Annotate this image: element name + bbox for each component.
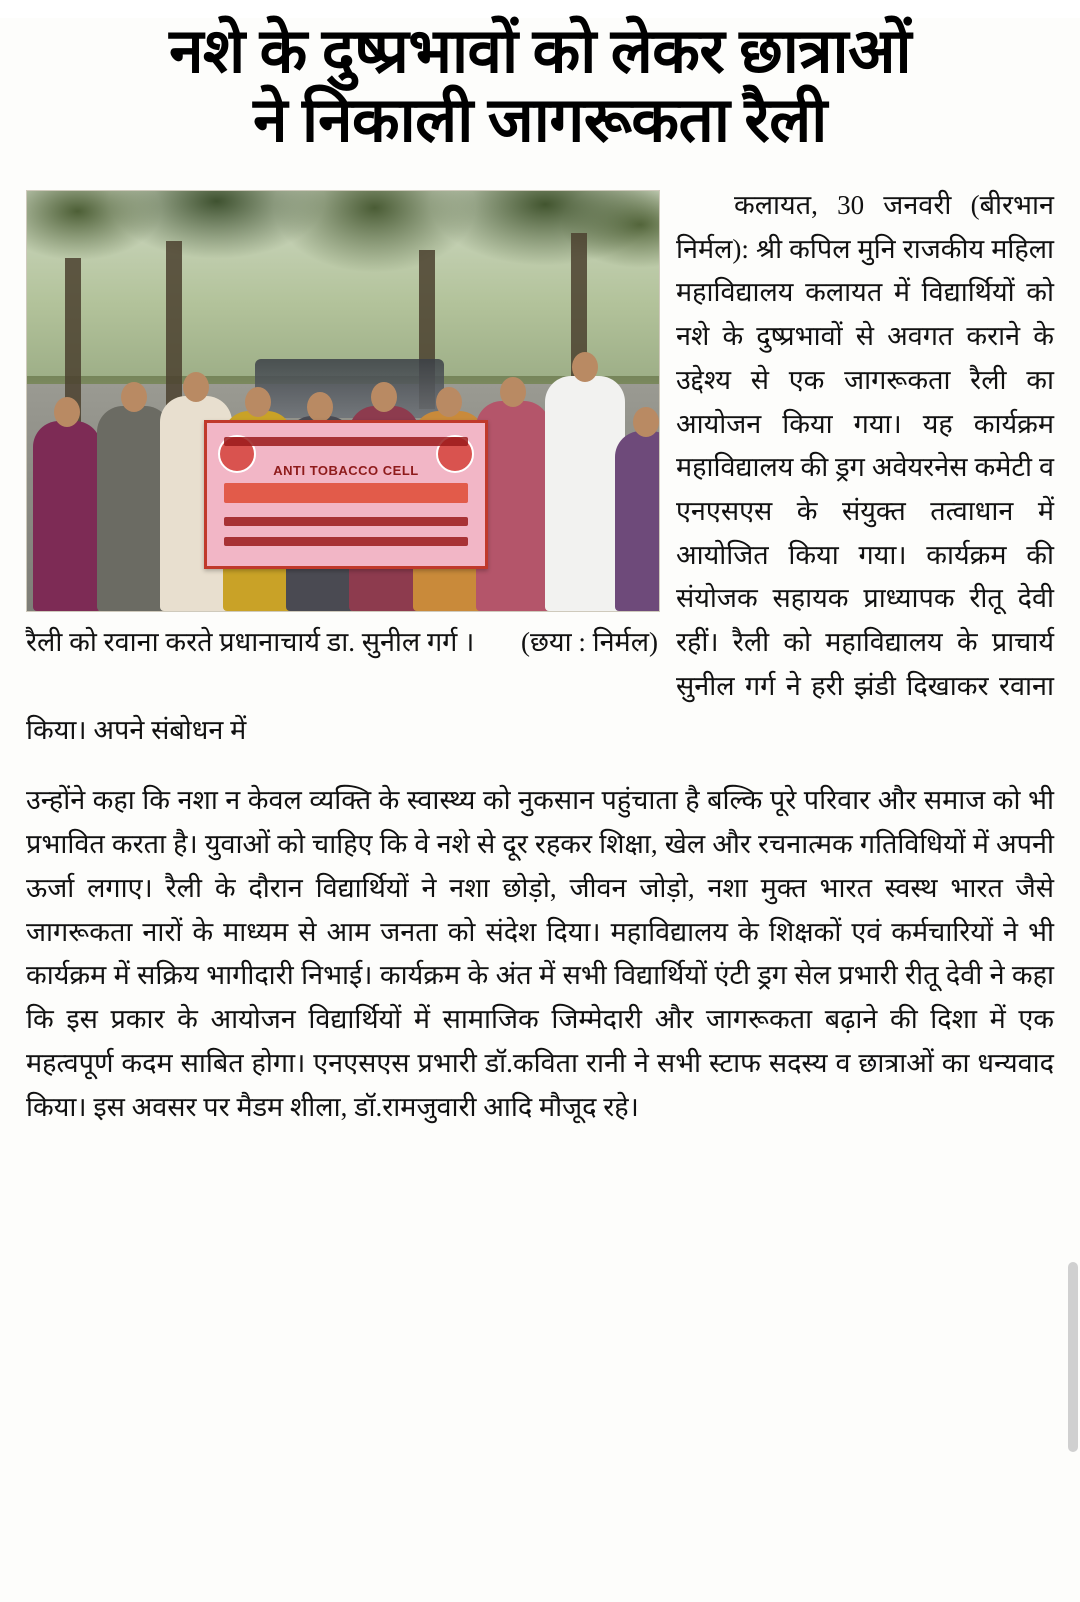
article-lead-paragraph: कलायत, 30 जनवरी (बीरभान निर्मल): श्री कपिल मुनि राजकीय महिला महाविद्यालय कलायत में विद्यार्थियों को नशे के दुष्प्रभावों से अवगत कराने के उद्देश्य से एक जागरूकता रैली का आयोजन किया गया। यह कार्यक्रम महाविद्यालय की ड्रग अवेयरनेस कमेटी व एनएसएस के संयुक्त तत्वाधान में आयोजित किया गया। कार्यक्रम की संयोजक सहायक प्राध्यापक रीतू देवी रहीं। रैली को महाविद्यालय के प्राचार्य सुनील गर्ग ने हरी झंडी दिखाकर रवाना किया। अपने संबोधन में [26, 189, 1054, 745]
article-body [26, 184, 1054, 1156]
photo-person-head [500, 377, 526, 407]
photo-tree-canopy [27, 191, 659, 359]
article-figure [26, 190, 658, 663]
banner-slogan-line-1 [224, 517, 469, 526]
photo-person-head [572, 352, 598, 382]
rally-photograph [26, 190, 660, 612]
photo-principal [545, 376, 625, 611]
headline-line-2: ने निकाली जागरूकता रैली [253, 87, 827, 156]
photo-person-head [54, 397, 80, 427]
caption-text: रैली को रवाना करते प्रधानाचार्य डा. सुनील गर्ग । [26, 626, 475, 657]
photo-person [615, 431, 660, 611]
figure-caption [26, 622, 658, 663]
photo-person-head [633, 407, 659, 437]
page-title [30, 18, 1050, 157]
photo-person-head [121, 382, 147, 412]
photo-person-head [436, 387, 462, 417]
banner-subtitle-bar [224, 483, 469, 503]
banner-title: ANTI TOBACCO CELL [273, 463, 419, 479]
photo-credit: (छया : निर्मल) [521, 626, 658, 657]
scrollbar-thumb[interactable] [1068, 1262, 1078, 1452]
article-main-paragraph: उन्होंने कहा कि नशा न केवल व्यक्ति के स्वास्थ्य को नुकसान पहुंचाता है बल्कि पूरे परिवार और समाज को भी प्रभावित करता है। युवाओं को चाहिए कि वे नशे से दूर रहकर शिक्षा, खेल और रचनात्मक गतिविधियों में अपनी ऊर्जा लगाए। रैली के दौरान विद्यार्थियों ने नशा छोड़ो, जीवन जोड़ो, नशा मुक्त भारत स्वस्थ भारत जैसे जागरूकता नारों के माध्यम से आम जनता को संदेश दिया। महाविद्यालय के शिक्षकों एवं कर्मचारियों ने भी कार्यक्रम में सक्रिय भागीदारी निभाई। कार्यक्रम के अंत में सभी विद्यार्थियों एंटी ड्रग सेल प्रभारी रीतू देवी ने कहा कि इस प्रकार के आयोजन विद्यार्थियों में सामाजिक जिम्मेदारी और जागरूकता बढ़ाने की दिशा में एक महत्वपूर्ण कदम साबित होगा। एनएसएस प्रभारी डॉ.कविता रानी ने सभी स्टाफ सदस्य व छात्राओं का धन्यवाद किया। इस अवसर पर मैडम शीला, डॉ.रामजुवारी आदि मौजूद रहे। [26, 785, 1054, 1122]
photo-person-head [307, 392, 333, 422]
photo-person-head [245, 387, 271, 417]
newspaper-clipping-page [0, 18, 1080, 1602]
banner-slogan-line-2 [224, 537, 469, 546]
photo-person-head [371, 382, 397, 412]
rally-banner [204, 420, 488, 569]
headline-line-1: नशे के दुष्प्रभावों को लेकर छात्राओं [169, 18, 911, 86]
photo-person [33, 421, 101, 611]
banner-top-text-line [224, 437, 469, 446]
photo-person-head [183, 372, 209, 402]
